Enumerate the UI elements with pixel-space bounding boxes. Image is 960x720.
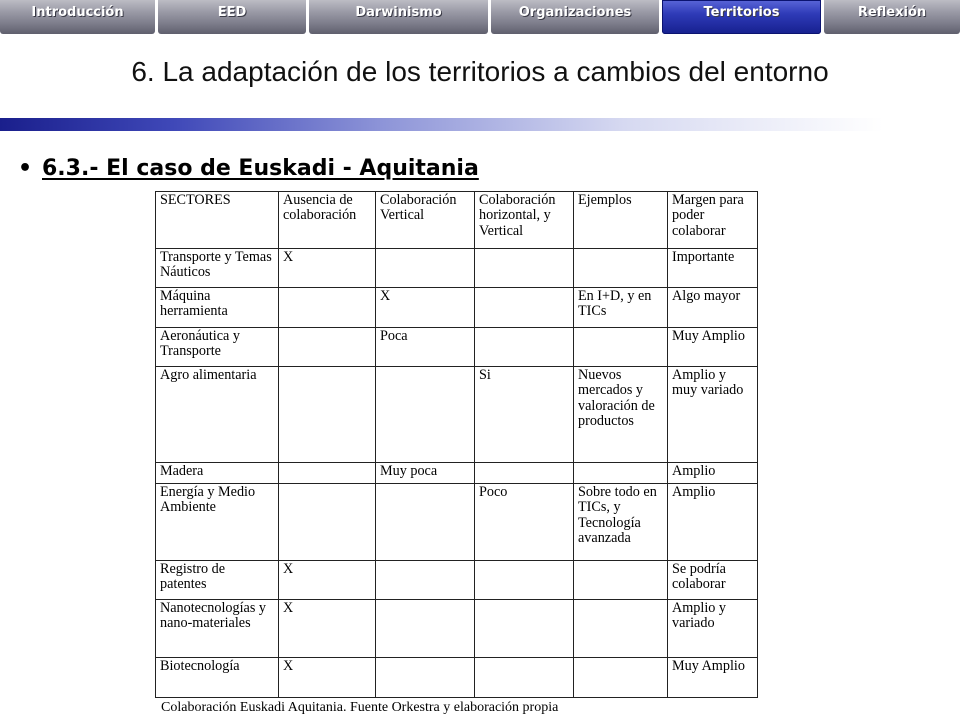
table-header-cell: Ejemplos [574,192,668,249]
table-cell: En I+D, y en TICs [574,288,668,328]
table-cell: X [279,249,376,288]
table-cell: Transporte y Temas Náuticos [156,249,279,288]
sectors-table [155,191,758,698]
nav-tab-introduccion[interactable]: Introducción [0,0,155,34]
table-cell [574,463,668,484]
table-cell [574,561,668,600]
table-cell: Si [475,367,574,463]
table-row [156,367,758,463]
table-cell: Nuevos mercados y valoración de productos [574,367,668,463]
table-cell [574,658,668,698]
table-cell [475,561,574,600]
table-cell [376,249,475,288]
table-cell: Máquina herramienta [156,288,279,328]
table-cell: Aeronáutica y Transporte [156,328,279,367]
table-cell: Poca [376,328,475,367]
table-row [156,561,758,600]
table-cell [279,328,376,367]
table-cell [279,484,376,561]
table-cell [475,328,574,367]
table-cell: X [279,561,376,600]
table-cell: Muy poca [376,463,475,484]
table-row [156,658,758,698]
slide-title: 6. La adaptación de los territorios a cambios del entorno [131,56,829,87]
table-cell [376,600,475,658]
table-row [156,288,758,328]
table-cell: Amplio [668,463,758,484]
table-cell: Muy Amplio [668,658,758,698]
table-cell: Muy Amplio [668,328,758,367]
table-cell: X [376,288,475,328]
table-cell: Importante [668,249,758,288]
bullet-heading-text: 6.3.- El caso de Euskadi - Aquitania [42,156,479,181]
table-row [156,249,758,288]
bullet-heading [18,156,479,181]
table-cell: X [279,658,376,698]
table-cell: Amplio [668,484,758,561]
table-cell [376,561,475,600]
nav-tab-reflexion[interactable]: Reflexión [824,0,960,34]
table-caption: Colaboración Euskadi Aquitania. Fuente Orkestra y elaboración propia [161,700,559,715]
table-cell: Agro alimentaria [156,367,279,463]
table-cell [376,658,475,698]
table-cell [574,249,668,288]
table-row [156,328,758,367]
table-cell [376,367,475,463]
table-cell: Amplio y variado [668,600,758,658]
table-cell [475,463,574,484]
table-cell [574,328,668,367]
table-row [156,463,758,484]
table-cell: Nanotecnologías y nano-materiales [156,600,279,658]
table-cell [475,288,574,328]
table-cell: Sobre todo en TICs, y Tecnología avanzada [574,484,668,561]
bullet-dot-icon: • [18,156,33,181]
table-cell: Amplio y muy variado [668,367,758,463]
nav-tab-organizaciones[interactable]: Organizaciones [491,0,659,34]
table-cell: Biotecnología [156,658,279,698]
table-cell [279,288,376,328]
table-cell [574,600,668,658]
table-cell [279,367,376,463]
table-header-cell: SECTORES [156,192,279,249]
table-cell: Madera [156,463,279,484]
title-underline-bar [0,118,960,131]
table-cell: X [279,600,376,658]
top-navigation [0,0,960,34]
nav-tab-territorios[interactable]: Territorios [662,0,821,34]
table-cell: Se podría colaborar [668,561,758,600]
table-header-cell: Ausencia de colaboración [279,192,376,249]
table-cell: Algo mayor [668,288,758,328]
table-cell [475,249,574,288]
table-cell [279,463,376,484]
table-header-cell: Margen para poder colaborar [668,192,758,249]
table-header-cell: Colaboración horizontal, y Vertical [475,192,574,249]
nav-tab-darwinismo[interactable]: Darwinismo [309,0,488,34]
table-cell: Energía y Medio Ambiente [156,484,279,561]
table-header-cell: Colaboración Vertical [376,192,475,249]
table-cell [475,658,574,698]
table-cell [475,600,574,658]
table-header-row [156,192,758,249]
table-cell [376,484,475,561]
table-cell: Poco [475,484,574,561]
nav-tab-eed[interactable]: EED [158,0,306,34]
sectors-table-image [155,191,757,699]
table-row [156,484,758,561]
table-row [156,600,758,658]
table-cell: Registro de patentes [156,561,279,600]
